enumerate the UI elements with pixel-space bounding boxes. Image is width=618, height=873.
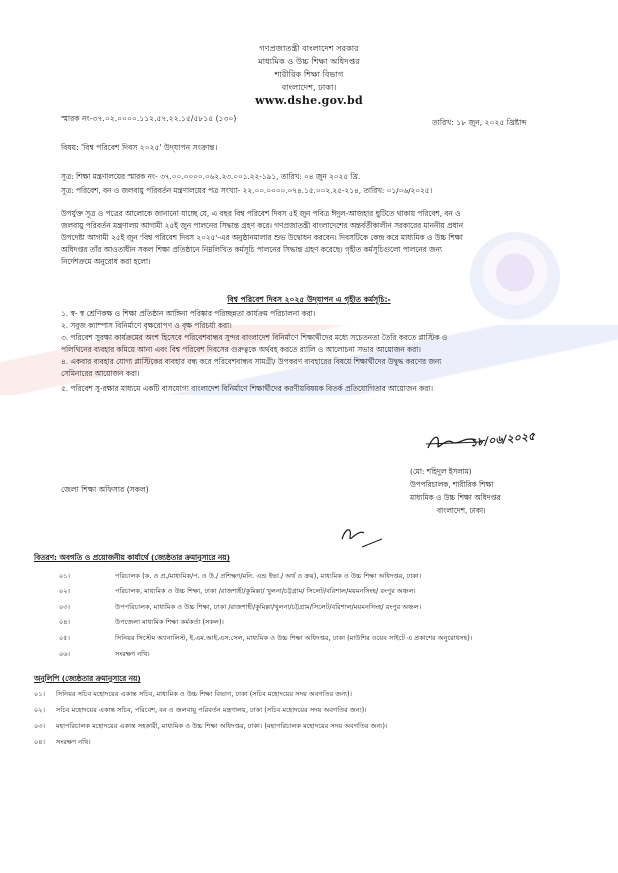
signatory-org: মাধ্যমিক ও উচ্চ শিক্ষা অধিদপ্তর <box>410 493 501 502</box>
program-item: ৪. একবার ব্যবহার যোগ্য প্লাস্টিকের ব্যবহার বন্ধ করে পরিবেশবান্ধব সামগ্রী/ উপকরণ ব্যবহারের বিষয়ে শিক্ষার্থীদের উদ্বুদ্ধ করণের জন্য <box>61 357 442 366</box>
copy-item: ০৪। সংরক্ষণ নথি। <box>34 738 91 746</box>
signatory-name: (মো: শহিদুল ইসলাম) <box>410 467 472 476</box>
header-directorate: মাধ্যমিক ও উচ্চ শিক্ষা অধিদপ্তর <box>258 56 360 66</box>
reference-1: সূত্র: শিক্ষা মন্ত্রণালয়ের স্মারক নং- ৩৭.০০.০০০০.০৬২.২৩.০০১.২২-১৯১, তারিখ: ০৪ জুন ২০২৫ খ্রি. <box>61 172 361 181</box>
program-item: ৩. পরিবেশ সুরক্ষা কার্যক্রমের অংশ হিসেবে পরিবেশবান্ধব সুন্দর বাংলাদেশ বিনির্মাণে শিক্ষার্থীদের মধ্যে সচেতনতা তৈরি করতে প্লাস্টিক ও <box>61 333 448 342</box>
program-item: ২. সবুজ ক্যাম্পাস বিনির্মাণে বৃক্ষরোপণ ও বৃক্ষ পরিচর্যা করা। <box>61 321 232 330</box>
copy-heading: অনুলিপি (জ্যেষ্ঠতার ক্রমানুসারে নয়) <box>34 674 141 683</box>
body-line: নির্দেশক্রমে অনুরোধ করা হলো। <box>61 257 151 266</box>
distribution-item: ০১। পরিচালক (ক. ও প্র./মাধ্যমিক/প. ও উ./ প্রশিক্ষণ/মনি. এন্ড ইভা./ অর্থ ও ক্রয়), মাধ্যমিক ও উচ্চ শিক্ষা অধিদপ্তর, ঢাকা। <box>59 572 422 580</box>
signature-date: ১৮/০৬/২০২৫ <box>469 429 536 450</box>
reference-2: সূত্র: পরিবেশ, বন ও জলবায়ু পরিবর্তন মন্ত্রণালয়ের পত্র সংখ্যা- ২২.০০.০০০০.০৭৪.১৫.০০২.২৫-২১৪, তারিখ: ০১/০৬/২০২৫। <box>61 186 433 195</box>
body-line: উপর্যুক্ত সূত্র ও পত্রের আলোকে জানানো যাচ্ছে যে, এ বছর বিশ্ব পরিবেশ দিবস ৫ই জুন পবিত্র ঈদুল-আজহার ছুটিতে থাকায় পরিবেশ, বন ও <box>61 209 461 218</box>
header-department: শারীরিক শিক্ষা বিভাগ <box>274 69 344 79</box>
distribution-item: ০৬। সংরক্ষণ নথি। <box>59 650 150 658</box>
header-location: বাংলাদেশ, ঢাকা। <box>281 82 337 92</box>
program-item: ৫. পরিবেশ সু-রক্ষার মাধ্যমে একটি বাসযোগ্য বাংলাদেশ বিনির্মাণে শিক্ষার্থীদের করণীয়বিষয়ক বিতর্ক প্রতিযোগিতার আয়োজন করা। <box>61 384 433 393</box>
program-heading: বিশ্ব পরিবেশ দিবস ২০২৫ উদ্‌যাপন এ গৃহীত কর্মসূচি:- <box>227 295 391 304</box>
program-item: ১. স্ব- স্ব শ্রেণিকক্ষ ও শিক্ষা প্রতিষ্ঠান আঙ্গিনা পরিষ্কার পরিচ্ছন্নতা কার্যক্রম পরিচালনা করা। <box>61 309 316 318</box>
copy-item: ০৩। মহাপরিচালক মহোদয়ের একান্ত সহকারী, মাধ্যমিক ও উচ্চ শিক্ষা অধিদপ্তর, ঢাকা। (মহাপরিচালক মহোদয়ের সদয় অবগতির জন্য)। <box>34 722 388 730</box>
body-line: অধিদপ্তর তাঁর আওতাধীন সকল শিক্ষা প্রতিষ্ঠানে নিম্নলিখিত কর্মসূচি পালনের সিদ্ধান্ত গ্রহণ করেছে। গৃহীত কর্মসূচিগুলো পালনের জন্য <box>61 245 442 254</box>
distribution-item: ০৫। সিনিয়র সিস্টেম অ্যানালিস্ট, ই.এম.আই.এস.সেল, মাধ্যমিক ও উচ্চ শিক্ষা অধিদপ্তর, ঢাকা (মাউশির ওয়েব সাইটে এ প্রকাশের অনুরোধসহ)। <box>59 634 473 642</box>
copy-item: ০১। সিনিয়র সচিব মহোদয়ের একান্ত সচিব, মাধ্যমিক ও উচ্চ শিক্ষা বিভাগ, ঢাকা (সচিব মহোদয়ের সদয় অবগতির জন্য)। <box>34 690 352 698</box>
memo-date: তারিখ: ১৮ জুন, ২০২৫ খ্রিষ্টাব্দ <box>432 118 527 127</box>
watermark-seal <box>470 232 560 322</box>
distribution-item: ০৪। উপজেলা মাধ্যমিক শিক্ষা কর্মকর্তা (সকল)। <box>59 618 224 626</box>
header-website-link[interactable]: www.dshe.gov.bd <box>255 94 363 107</box>
signatory-title: উপপরিচালক, শারীরিক শিক্ষা <box>410 480 494 489</box>
distribution-item: ০২। পরিচালক, মাধ্যমিক ও উচ্চ শিক্ষা, ঢাকা /রাজশাহী/কুমিল্লা/ খুলনা/চট্টগ্রাম/ সিলেট/বরিশাল/ময়মনসিংহ/ রংপুর অঞ্চল। <box>59 587 416 595</box>
body-line: উপদেষ্টা আগামী ২৫ই জুন 'বিশ্ব পরিবেশ দিবস ২০২৫'-এর অনুষ্ঠানমালার শুভ উদ্বোধন করবেন। দিবসটিকে কেন্দ্র করে মাধ্যমিক ও উচ্চ শিক্ষা <box>61 233 463 242</box>
distribution-heading: বিতরণ: অবগতি ও প্রয়োজনীয় কার্যার্থে (জ্যেষ্ঠতার ক্রমানুসারে নয়) <box>34 553 230 562</box>
body-line: জলবায়ু পরিবর্তন মন্ত্রণালয় আগামী ২৫ই জুন পালনের সিদ্ধান্ত গ্রহণ করে। গণপ্রজাতন্ত্রী বাংলাদেশের অন্তর্বর্তীকালীন সরকারের মাননীয় প্রধান <box>61 221 464 230</box>
program-item: সেমিনারের আয়োজন করা। <box>61 369 140 378</box>
copy-item: ০২। সচিব মহোদয়ের একান্ত সচিব, পরিবেশ, বন ও জলবায়ু পরিবর্তন মন্ত্রণালয়, ঢাকা (সচিব মহোদয়ের সদয় অবগতির জন্য)। <box>34 706 367 714</box>
header-govt: গণপ্রজাতন্ত্রী বাংলাদেশ সরকার <box>259 43 359 53</box>
memo-number: স্মারক নং-৩৭.০২.০০০০.১১২.৫৭.২২.১৫/৫৮১৫ (১৩০) <box>61 114 237 123</box>
signatory-place: বাংলাদেশ, ঢাকা। <box>437 506 486 515</box>
distribution-item: ০৩। উপপরিচালক, মাধ্যমিক ও উচ্চ শিক্ষা, ঢাকা /রাজশাহী/কুমিল্লা/খুলনা/চট্টগ্রাম/সিলেট/বরিশাল/ময়মনসিংহ/ রংপুর অঞ্চল। <box>59 603 422 611</box>
initials-signature <box>338 519 388 553</box>
recipient: জেলা শিক্ষা অফিসার (সকল) <box>61 485 149 494</box>
program-item: পলিথিনের ব্যবহার কমিয়ে আনা এবং বিশ্ব পরিবেশ দিবসের গুরুত্বকে অর্থবহ করতে র‍্যালি ও আলোচনা সভার আয়োজন করা। <box>61 345 421 354</box>
subject-line: বিষয়: 'বিশ্ব পরিবেশ দিবস ২০২৫' উদ্‌যাপন সংক্রান্ত। <box>61 143 218 152</box>
